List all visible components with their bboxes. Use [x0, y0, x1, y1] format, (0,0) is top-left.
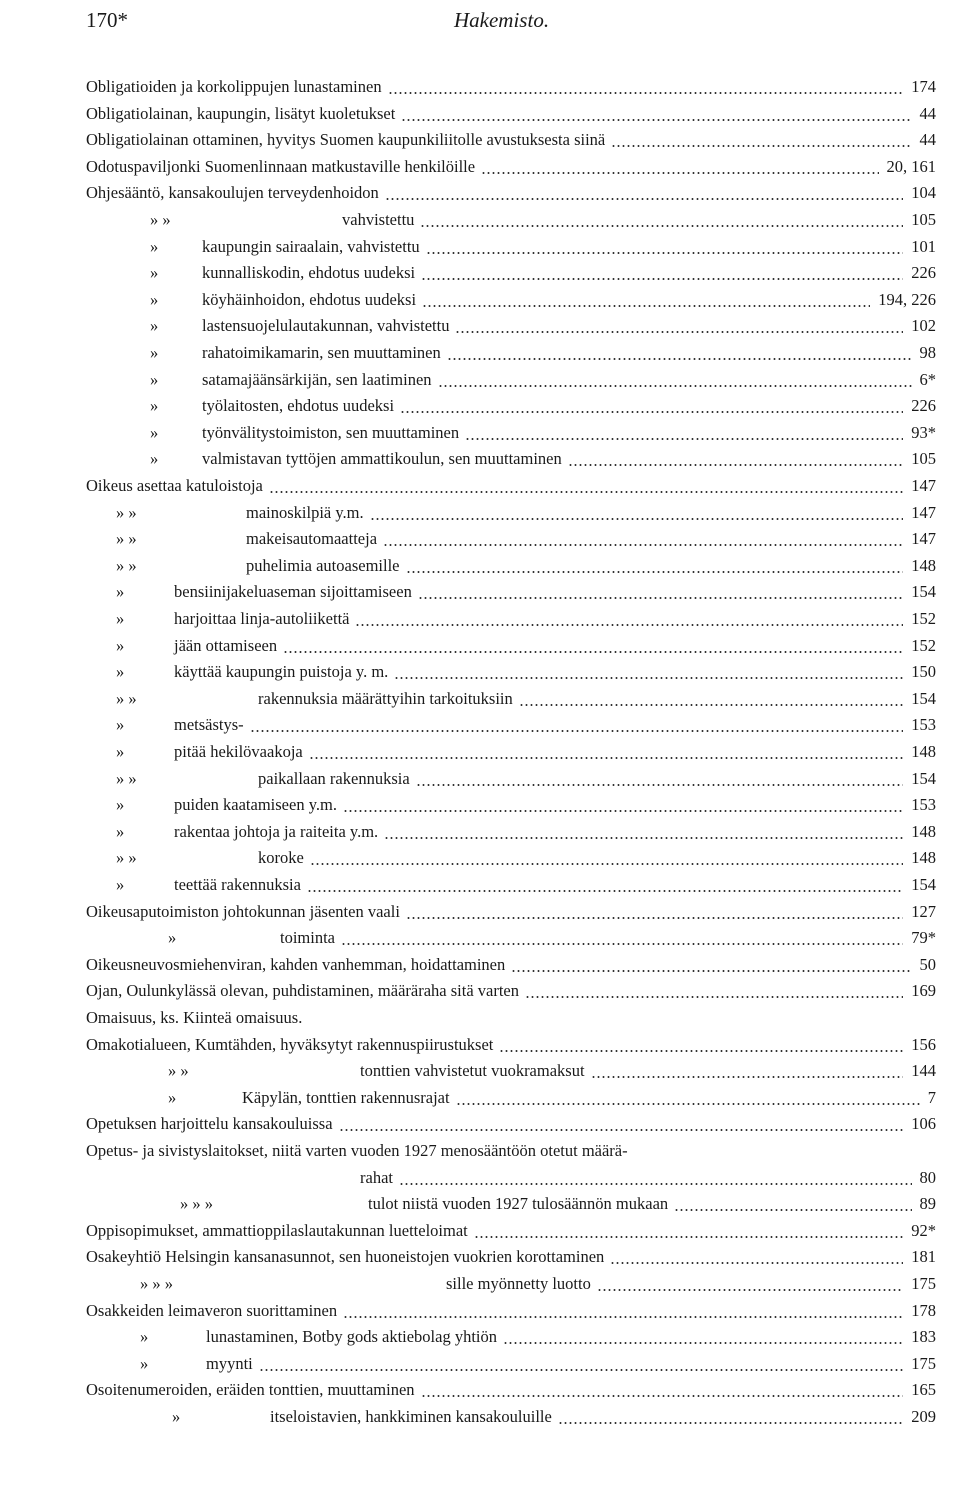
entry-text: metsästys- — [174, 715, 244, 735]
entry-text: Opetuksen harjoittelu kansakouluissa — [86, 1114, 333, 1134]
ditto-mark: » — [116, 609, 125, 628]
dot-leader — [591, 1076, 904, 1078]
index-entry — [0, 393, 936, 419]
ditto-mark: » — [140, 1353, 149, 1373]
index-entry — [0, 819, 936, 845]
dot-leader — [674, 1209, 911, 1211]
ditto-mark: » — [172, 1407, 181, 1426]
dot-leader — [283, 651, 903, 653]
dot-leader — [343, 810, 903, 812]
page-reference: 102 — [911, 316, 936, 336]
entry-text: Omaisuus, ks. Kiinteä omaisuus. — [86, 1008, 303, 1027]
ditto-mark: » » — [116, 768, 137, 788]
ditto-mark: » — [116, 821, 125, 841]
entry-text: rakennuksia määrättyihin tarkoituksiin — [258, 688, 513, 708]
dot-leader — [481, 172, 878, 174]
page-reference: 92* — [911, 1220, 936, 1240]
index-entry — [0, 1298, 936, 1324]
dot-leader — [406, 917, 903, 919]
page-reference: 20, 161 — [886, 156, 936, 176]
page-reference: 148 — [911, 848, 936, 868]
page-reference: 101 — [911, 236, 936, 256]
dot-leader — [525, 996, 903, 998]
entry-text: työnvälitystoimiston, sen muuttaminen — [202, 422, 460, 442]
entry-text: Oppisopimukset, ammattioppilaslautakunnan luetteloimat — [86, 1220, 468, 1240]
ditto-mark: » » — [116, 688, 137, 708]
page-reference: 147 — [911, 476, 936, 495]
dot-leader — [341, 943, 903, 945]
dot-leader — [307, 890, 903, 892]
dot-leader — [455, 331, 903, 333]
dot-leader — [310, 863, 903, 865]
page-reference: 147 — [911, 529, 936, 549]
dot-leader — [394, 677, 903, 679]
dot-leader — [343, 1316, 903, 1318]
ditto-mark: » — [116, 662, 125, 682]
entry-text: teettää rakennuksia — [174, 875, 301, 894]
entry-text: puhelimia autoasemille — [246, 555, 400, 575]
ditto-mark: » — [150, 343, 159, 362]
entry-text: pitää hekilövaakoja — [174, 742, 303, 761]
page-reference: 209 — [911, 1407, 936, 1426]
dot-leader — [474, 1236, 904, 1238]
dot-leader — [456, 1103, 920, 1105]
page-reference: 50 — [919, 954, 936, 974]
dot-leader — [400, 411, 903, 413]
page-reference: 148 — [911, 555, 936, 575]
index-entry — [0, 1351, 936, 1377]
entry-text: puiden kaatamiseen y.m. — [174, 795, 337, 815]
page-reference: 105 — [911, 449, 936, 469]
entry-text: rahatoimikamarin, sen muuttaminen — [202, 343, 441, 362]
index-entry — [0, 553, 936, 579]
index-entry-continuation — [0, 1165, 936, 1191]
index-entry — [0, 978, 936, 1004]
page-reference: 175 — [911, 1274, 936, 1293]
dot-leader — [399, 1183, 912, 1185]
dot-leader — [611, 145, 911, 147]
index-entry — [0, 1404, 936, 1430]
entry-text: rakentaa johtoja ja raiteita y.m. — [174, 821, 379, 841]
ditto-mark: » — [116, 875, 125, 894]
dot-leader — [250, 730, 904, 732]
page-reference: 89 — [919, 1194, 936, 1214]
dot-leader — [269, 491, 903, 493]
dot-leader — [511, 970, 911, 972]
page-reference: 147 — [911, 502, 936, 522]
ditto-mark: » — [140, 1327, 149, 1347]
ditto-mark: » — [150, 369, 159, 389]
entry-text: toiminta — [280, 928, 335, 948]
page-reference: 80 — [919, 1167, 936, 1187]
dot-leader — [418, 597, 903, 599]
entry-text: lastensuojelulautakunnan, vahvistettu — [202, 316, 450, 336]
index-entry — [0, 952, 936, 978]
dot-leader — [401, 119, 911, 121]
entry-text: bensiinijakeluaseman sijoittamiseen — [174, 582, 412, 602]
ditto-mark: » — [116, 715, 125, 735]
ditto-mark: » — [116, 582, 125, 602]
ditto-mark: » — [150, 316, 159, 336]
entry-text: tonttien vahvistetut vuokramaksut — [360, 1061, 585, 1081]
page-reference: 194, 226 — [878, 289, 936, 309]
page-reference: 183 — [911, 1327, 936, 1347]
ditto-mark: » » — [116, 848, 137, 868]
entry-text: paikallaan rakennuksia — [258, 768, 410, 788]
entry-text: Oikeus asettaa katuloistoja — [86, 476, 263, 495]
ditto-mark: » — [116, 795, 125, 815]
page-reference: 106 — [911, 1114, 936, 1134]
ditto-mark: » » » — [140, 1274, 173, 1293]
ditto-mark: » » — [168, 1061, 189, 1081]
index-entry — [0, 899, 936, 925]
entry-text: Odotuspaviljonki Suomenlinnaan matkustaville henkilöille — [86, 156, 476, 176]
page-reference: 152 — [911, 635, 936, 655]
page-reference: 6* — [919, 369, 936, 389]
dot-leader — [421, 1395, 904, 1397]
entry-text: käyttää kaupungin puistoja y. m. — [174, 662, 389, 682]
page-reference: 169 — [911, 981, 936, 1001]
page-reference: 44 — [919, 103, 936, 123]
dot-leader — [610, 1262, 903, 1264]
page-title: Hakemisto. — [454, 8, 550, 32]
page-reference: 7 — [927, 1087, 936, 1107]
index-entry — [0, 606, 936, 632]
entry-text: lunastaminen, Botby gods aktiebolag yhtiön — [206, 1327, 498, 1347]
index-entry — [0, 287, 936, 313]
ditto-mark: » — [150, 449, 159, 469]
dot-leader — [422, 305, 870, 307]
index-entry — [0, 180, 936, 206]
entry-text: Ojan, Oulunkylässä olevan, puhdistaminen, määräraha sitä varten — [86, 981, 519, 1001]
dot-leader — [568, 464, 904, 466]
entry-text: Osakkeiden leimaveron suorittaminen — [86, 1300, 338, 1320]
index-entry — [0, 446, 936, 472]
entry-text: Osakeyhtiö Helsingin kansanasunnot, sen huoneistojen vuokrien korottaminen — [86, 1247, 605, 1267]
entry-text: työlaitosten, ehdotus uudeksi — [202, 396, 395, 416]
page-reference: 226 — [911, 263, 936, 283]
page-reference: 175 — [911, 1353, 936, 1373]
index-entry — [0, 792, 936, 818]
entry-text: Oikeusneuvosmiehenviran, kahden vanhemman, hoidattaminen — [86, 954, 506, 974]
entry-text: valmistavan tyttöjen ammattikoulun, sen muuttaminen — [202, 449, 562, 469]
index-entry — [0, 1005, 936, 1031]
index-entry — [0, 500, 936, 526]
entry-text: köyhäinhoidon, ehdotus uudeksi — [202, 289, 417, 309]
entry-text: tulot niistä vuoden 1927 tulosäännön mukaan — [368, 1194, 669, 1214]
dot-leader — [384, 837, 903, 839]
page-reference: 93* — [911, 422, 936, 442]
dot-leader — [406, 571, 904, 573]
index-entry — [0, 1191, 936, 1217]
index-entry — [0, 925, 936, 951]
entry-text: Oikeusaputoimiston johtokunnan jäsenten vaali — [86, 901, 400, 921]
ditto-mark: » — [150, 263, 159, 283]
ditto-mark: » — [168, 1087, 177, 1107]
index-entry — [0, 1244, 936, 1270]
index-entry — [0, 260, 936, 286]
entry-text: satamajäänsärkijän, sen laatiminen — [202, 369, 432, 389]
index-entry — [0, 1271, 936, 1297]
dot-leader — [499, 1050, 903, 1052]
index-entry — [0, 473, 936, 499]
ditto-mark: » — [168, 928, 177, 948]
dot-leader — [339, 1129, 904, 1131]
index-entry — [0, 207, 936, 233]
index-entry — [0, 101, 936, 127]
entry-text: Opetus- ja sivistyslaitokset, niitä varten vuoden 1927 menosääntöön otetut määrä- — [86, 1141, 628, 1160]
page-reference: 44 — [919, 130, 936, 150]
page-reference: 105 — [911, 210, 936, 229]
page-header — [86, 8, 936, 40]
page-reference: 127 — [911, 901, 936, 921]
entry-text: mainoskilpiä y.m. — [246, 502, 364, 522]
entry-text: jään ottamiseen — [174, 635, 278, 655]
index-entry — [0, 1058, 936, 1084]
index-entry — [0, 686, 936, 712]
index-entry — [0, 313, 936, 339]
page-reference: 79* — [911, 928, 936, 948]
index-entry — [0, 766, 936, 792]
dot-leader — [355, 624, 903, 626]
dot-leader — [370, 518, 904, 520]
index-entry — [0, 712, 936, 738]
index-entry — [0, 1324, 936, 1350]
dot-leader — [388, 92, 904, 94]
page-reference: 148 — [911, 821, 936, 841]
page-reference: 154 — [911, 768, 936, 788]
dot-leader — [309, 757, 904, 759]
page-reference: 154 — [911, 582, 936, 602]
entry-text: Obligatiolainan, kaupungin, lisätyt kuoletukset — [86, 103, 396, 123]
index-entry — [0, 127, 936, 153]
dot-leader — [465, 438, 903, 440]
dot-leader — [503, 1342, 903, 1344]
dot-leader — [385, 198, 903, 200]
page-reference: 165 — [911, 1380, 936, 1400]
index-entry — [0, 1085, 936, 1111]
index-entry — [0, 845, 936, 871]
entry-text: Omakotialueen, Kumtähden, hyväksytyt rakennuspiirustukset — [86, 1034, 494, 1054]
entry-text: sille myönnetty luotto — [446, 1274, 591, 1293]
dot-leader — [416, 784, 904, 786]
ditto-mark: » » » — [180, 1194, 213, 1214]
ditto-mark: » » — [150, 210, 171, 229]
ditto-mark: » — [150, 422, 159, 442]
index-entry — [0, 579, 936, 605]
index-entry — [0, 1377, 936, 1403]
index-entry — [0, 1138, 936, 1164]
page-reference: 181 — [911, 1247, 936, 1267]
dot-leader — [438, 385, 912, 387]
index-entry — [0, 1111, 936, 1137]
index-entry — [0, 739, 936, 765]
ditto-mark: » — [150, 289, 159, 309]
page-reference: 104 — [911, 183, 936, 203]
entry-text: Osoitenumeroiden, eräiden tonttien, muuttaminen — [86, 1380, 415, 1400]
page-number: 170* — [86, 8, 128, 32]
dot-leader — [420, 225, 903, 227]
entry-text: makeisautomaatteja — [246, 529, 378, 549]
page-reference: 226 — [911, 396, 936, 416]
page-reference: 153 — [911, 795, 936, 815]
page-reference: 178 — [911, 1300, 936, 1320]
index-entry — [0, 340, 936, 366]
ditto-mark: » — [116, 742, 125, 761]
dot-leader — [447, 358, 912, 360]
entry-text: koroke — [258, 848, 304, 868]
entry-text: Obligatioiden ja korkolippujen lunastaminen — [86, 77, 382, 96]
entry-text: Käpylän, tonttien rakennusrajat — [242, 1087, 450, 1107]
ditto-mark: » — [116, 635, 125, 655]
dot-leader — [383, 544, 903, 546]
page-reference: 148 — [911, 742, 936, 761]
page-reference: 98 — [919, 343, 936, 362]
dot-leader — [421, 278, 903, 280]
entry-text: Obligatiolainan ottaminen, hyvitys Suomen kaupunkiliitolle avustuksesta siinä — [86, 130, 606, 150]
entry-text-continuation: rahat — [360, 1167, 393, 1187]
dot-leader — [259, 1369, 903, 1371]
page-reference: 154 — [911, 688, 936, 708]
dot-leader — [426, 252, 904, 254]
dot-leader — [597, 1289, 903, 1291]
ditto-mark: » » — [116, 529, 137, 549]
ditto-mark: » — [150, 396, 159, 416]
index-entry — [0, 1032, 936, 1058]
ditto-mark: » » — [116, 555, 137, 575]
entry-text: kaupungin sairaalain, vahvistettu — [202, 236, 420, 256]
index-entry — [0, 633, 936, 659]
index-entry — [0, 367, 936, 393]
dot-leader — [558, 1422, 903, 1424]
index-entry — [0, 154, 936, 180]
entry-text: Ohjesääntö, kansakoulujen terveydenhoidon — [86, 183, 379, 203]
dot-leader — [519, 704, 903, 706]
index-entry — [0, 1218, 936, 1244]
page-reference: 150 — [911, 662, 936, 682]
entry-text: vahvistettu — [342, 210, 415, 229]
page-reference: 154 — [911, 875, 936, 894]
index-entry — [0, 659, 936, 685]
ditto-mark: » » — [116, 502, 137, 522]
page-reference: 144 — [911, 1061, 936, 1081]
page-reference: 156 — [911, 1034, 936, 1054]
page-reference: 152 — [911, 609, 936, 628]
index-entry — [0, 420, 936, 446]
page-reference: 153 — [911, 715, 936, 735]
index-entry — [0, 872, 936, 898]
page-reference: 174 — [911, 77, 936, 96]
index-entry — [0, 74, 936, 100]
index-entry — [0, 526, 936, 552]
entry-text: kunnalliskodin, ehdotus uudeksi — [202, 263, 416, 283]
entry-text: myynti — [206, 1353, 253, 1373]
entry-text: itseloistavien, hankkiminen kansakouluille — [270, 1407, 552, 1426]
ditto-mark: » — [150, 236, 159, 256]
index-entry — [0, 234, 936, 260]
entry-text: harjoittaa linja-autoliikettä — [174, 609, 350, 628]
